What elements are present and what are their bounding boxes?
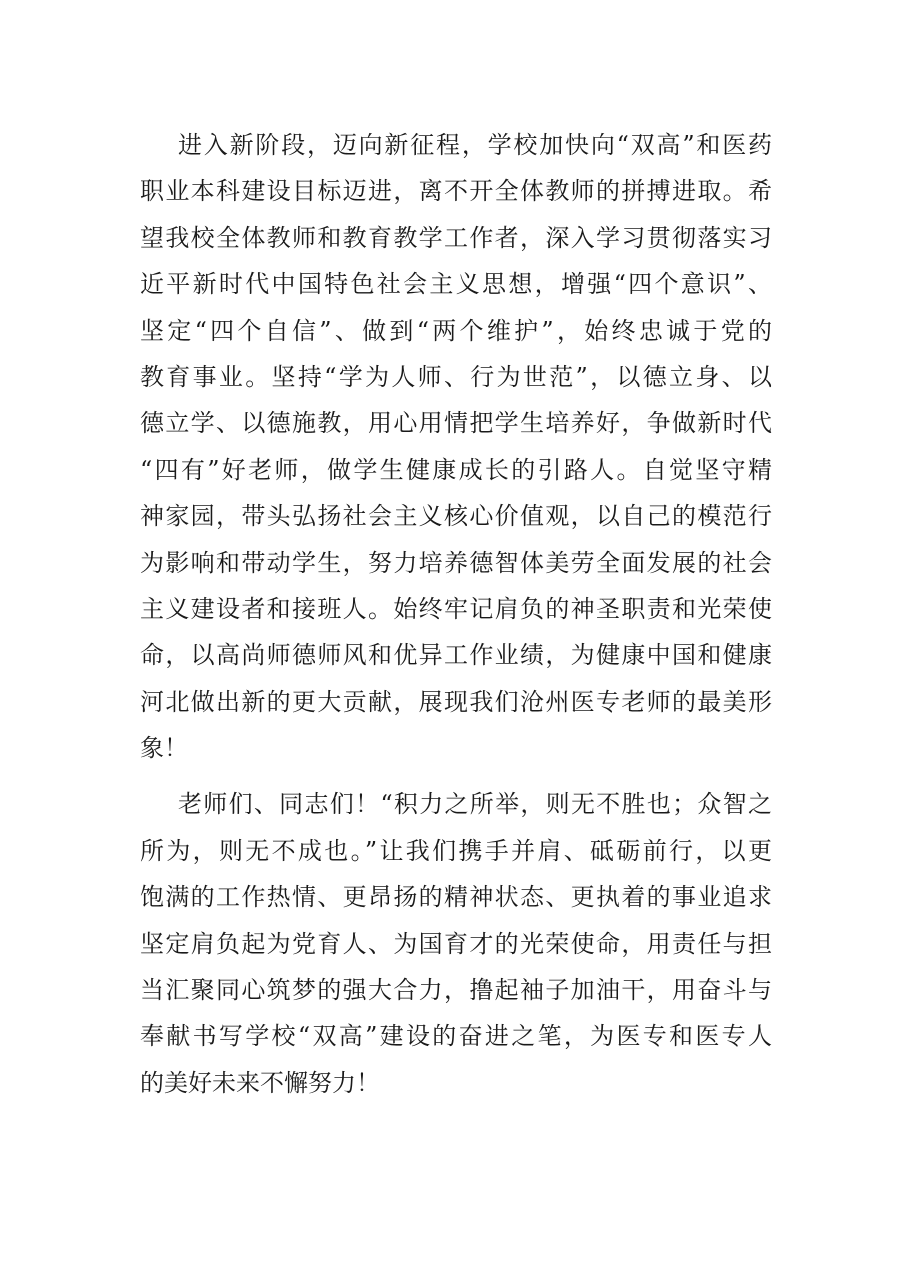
text-line: 的美好未来不懈努力！ bbox=[140, 1068, 380, 1097]
text-line: 教育事业。坚持“学为人师、行为世范”，以德立身、以 bbox=[140, 362, 772, 391]
text-line: 进入新阶段，迈向新征程，学校加快向“双高”和医药 bbox=[178, 131, 772, 159]
paragraph-2 bbox=[140, 781, 772, 1106]
text-line: 象！ bbox=[140, 734, 188, 763]
text-line: 所为，则无不成也。”让我们携手并肩、砥砺前行，以更 bbox=[140, 836, 772, 865]
paragraph-spacer bbox=[140, 771, 772, 781]
text-line: 命，以高尚师德师风和优异工作业绩，为健康中国和健康 bbox=[140, 641, 772, 670]
text-line: 奉献书写学校“双高”建设的奋进之笔，为医专和医专人 bbox=[140, 1022, 772, 1051]
text-line: 职业本科建设目标迈进，离不开全体教师的拼搏进取。希 bbox=[140, 177, 772, 206]
text-line: 饱满的工作热情、更昂扬的精神状态、更执着的事业追求 bbox=[140, 883, 772, 912]
text-line: 近平新时代中国特色社会主义思想，增强“四个意识”、 bbox=[140, 270, 772, 299]
text-line: 望我校全体教师和教育教学工作者，深入学习贯彻落实习 bbox=[140, 223, 772, 252]
text-line: 神家园，带头弘扬社会主义核心价值观，以自己的模范行 bbox=[140, 502, 772, 531]
document-body bbox=[140, 122, 772, 1106]
text-line: 坚定“四个自信”、做到“两个维护”，始终忠诚于党的 bbox=[140, 316, 772, 345]
text-line: 河北做出新的更大贡献，展现我们沧州医专老师的最美形 bbox=[140, 687, 772, 716]
text-line: 老师们、同志们！“积力之所举，则无不胜也；众智之 bbox=[178, 790, 772, 819]
paragraph-1 bbox=[140, 122, 772, 771]
text-line: 德立学、以德施教，用心用情把学生培养好，争做新时代 bbox=[140, 409, 772, 438]
text-line: 为影响和带动学生，努力培养德智体美劳全面发展的社会 bbox=[140, 548, 772, 577]
text-line: 主义建设者和接班人。始终牢记肩负的神圣职责和光荣使 bbox=[140, 594, 772, 623]
text-line: 坚定肩负起为党育人、为国育才的光荣使命，用责任与担 bbox=[140, 929, 772, 958]
text-line: 当汇聚同心筑梦的强大合力，撸起袖子加油干，用奋斗与 bbox=[140, 976, 772, 1005]
text-line: “四有”好老师，做学生健康成长的引路人。自觉坚守精 bbox=[140, 455, 772, 484]
